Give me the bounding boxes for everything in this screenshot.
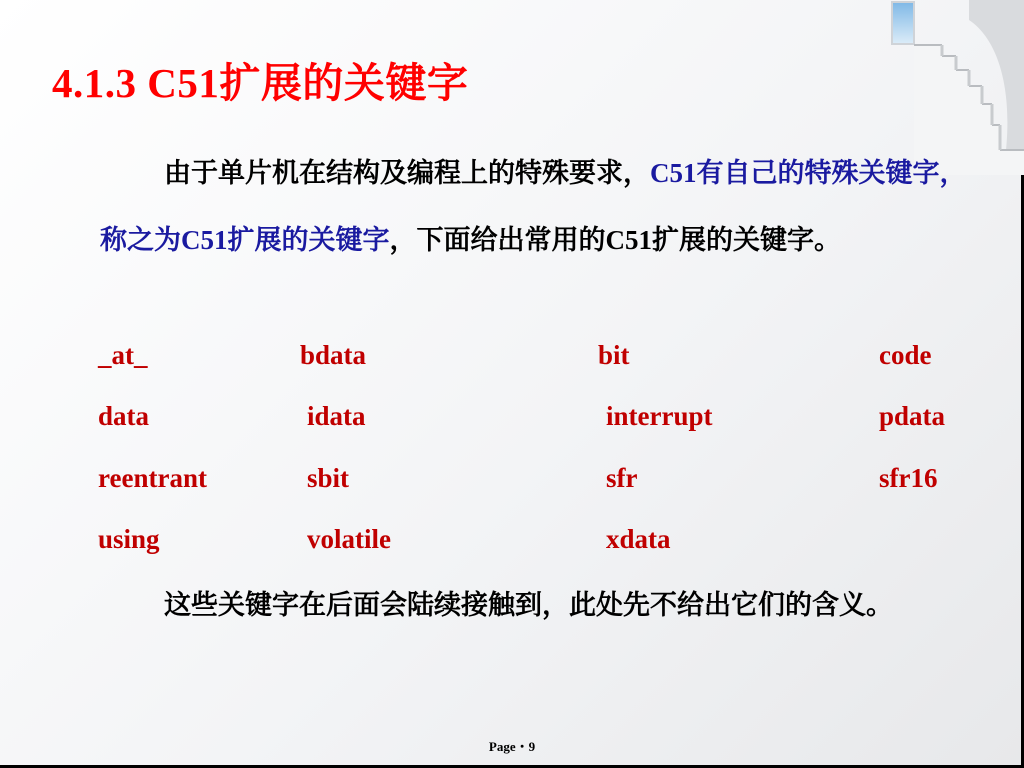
keyword-using: using [98, 524, 160, 554]
intro-highlight-text: C51有自己的特殊关键字，称之为C51扩展的关键字 [100, 158, 967, 255]
footer-paragraph [100, 572, 980, 639]
keyword-sbit: sbit [307, 463, 350, 493]
keyword-volatile: volatile [307, 524, 391, 554]
keyword-idata: idata [307, 401, 366, 431]
keyword-sfr: sfr [606, 463, 638, 493]
keyword-data: data [98, 401, 150, 431]
footer-text: 这些关键字在后面会陆续接触到，此处先不给出它们的含义。 [164, 590, 893, 620]
intro-text-1: 由于单片机在结构及编程上的特殊要求， [164, 158, 650, 188]
keyword-bdata: bdata [300, 340, 367, 370]
keyword-xdata: xdata [606, 524, 671, 554]
keyword-reentrant: reentrant [98, 463, 207, 493]
intro-text-2: ，下面给出常用的C51扩展的关键字。 [389, 225, 841, 255]
intro-paragraph [100, 140, 980, 274]
slide-title: 4.1.3 C51扩展的关键字 [52, 60, 469, 106]
keyword-at: _at_ [98, 340, 148, 370]
keyword-code: code [879, 340, 932, 370]
keyword-bit: bit [598, 340, 630, 370]
keyword-sfr16: sfr16 [879, 463, 938, 493]
keyword-pdata: pdata [879, 401, 946, 431]
page-number: Page・9 [488, 739, 536, 754]
keyword-interrupt: interrupt [606, 401, 713, 431]
